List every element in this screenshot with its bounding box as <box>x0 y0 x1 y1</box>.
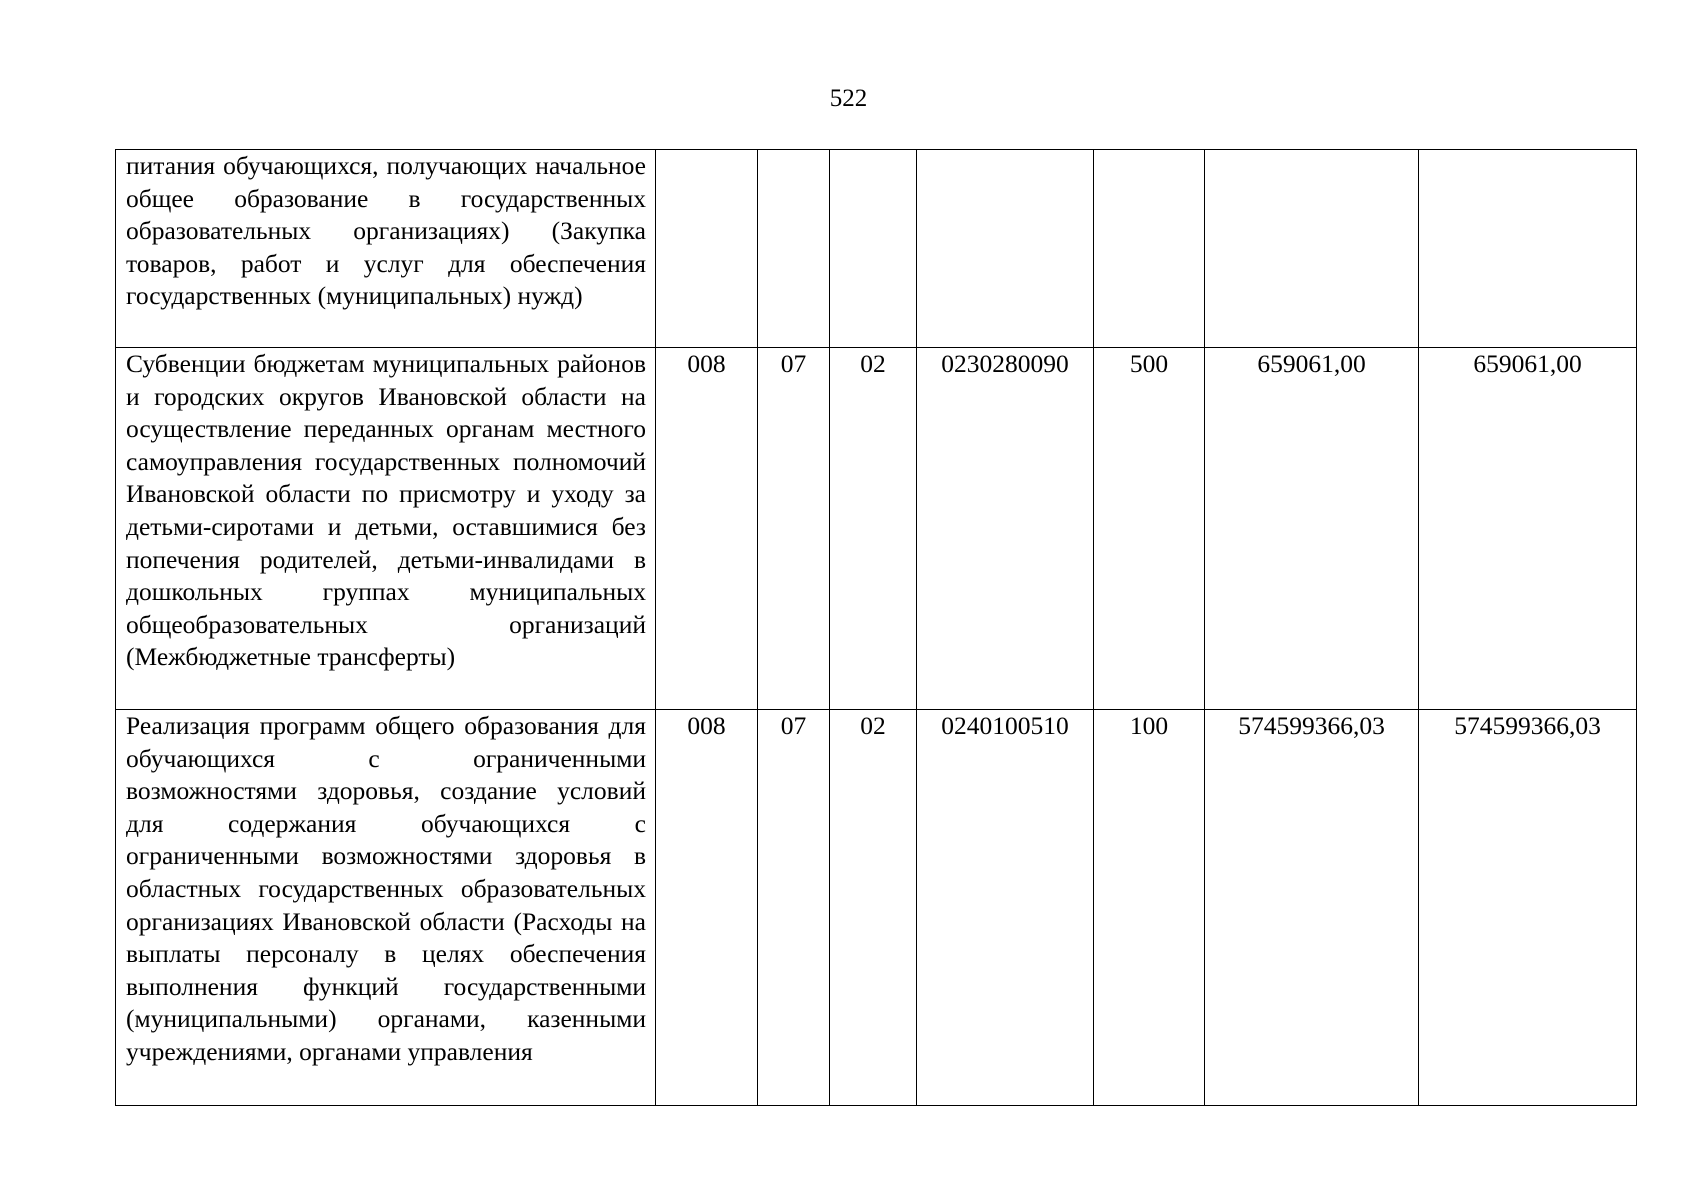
page-number: 522 <box>829 85 868 112</box>
row-description: Субвенции бюджетам муниципальных районов и городских округов Ивановской области на осуществление переданных органам местного самоуправления государственных полномочий Ивановской области по присмотру и уходу за детьми-сиротами и детьми, оставшимися без попечения родителей, детьми-инвалидами в дошкольных группах муниципальных общеобразовательных организаций (Межбюджетные трансферты) <box>126 349 646 672</box>
expense-type-cell: 500 <box>1094 348 1205 710</box>
section-code-cell: 07 <box>758 710 830 1106</box>
table-row <box>116 348 1637 710</box>
row-description-cell <box>116 150 656 348</box>
table-row <box>116 710 1637 1106</box>
target-article-cell: 0240100510 <box>917 710 1094 1106</box>
ministry-code-cell: 008 <box>656 348 758 710</box>
row-description: питания обучающихся, получающих начальное общее образование в государственных образовательных организациях) (Закупка товаров, работ и услуг для обеспечения государственных (муниципальных) нужд) <box>126 151 646 311</box>
row-description: Реализация программ общего образования для обучающихся с ограниченными возможностями здоровья, создание условий для содержания обучающихся с ограниченными возможностями здоровья в областных государственных образовательных организациях Ивановской области (Расходы на выплаты персоналу в целях обеспечения выполнения функций государственными (муниципальными) органами, казенными учреждениями, органами управления <box>126 711 646 1066</box>
ministry-code-cell <box>656 150 758 348</box>
subsection-code-cell <box>830 150 917 348</box>
section-code-cell <box>758 150 830 348</box>
amount-2-cell: 659061,00 <box>1419 348 1637 710</box>
target-article-cell <box>917 150 1094 348</box>
row-description-cell <box>116 710 656 1106</box>
section-code-cell: 07 <box>758 348 830 710</box>
subsection-code-cell: 02 <box>830 710 917 1106</box>
amount-1-cell <box>1205 150 1419 348</box>
ministry-code-cell: 008 <box>656 710 758 1106</box>
expense-type-cell <box>1094 150 1205 348</box>
budget-table <box>115 149 1637 1106</box>
amount-2-cell: 574599366,03 <box>1419 710 1637 1106</box>
target-article-cell: 0230280090 <box>917 348 1094 710</box>
amount-1-cell: 659061,00 <box>1205 348 1419 710</box>
amount-1-cell: 574599366,03 <box>1205 710 1419 1106</box>
expense-type-cell: 100 <box>1094 710 1205 1106</box>
table-row <box>116 150 1637 348</box>
subsection-code-cell: 02 <box>830 348 917 710</box>
amount-2-cell <box>1419 150 1637 348</box>
row-description-cell <box>116 348 656 710</box>
